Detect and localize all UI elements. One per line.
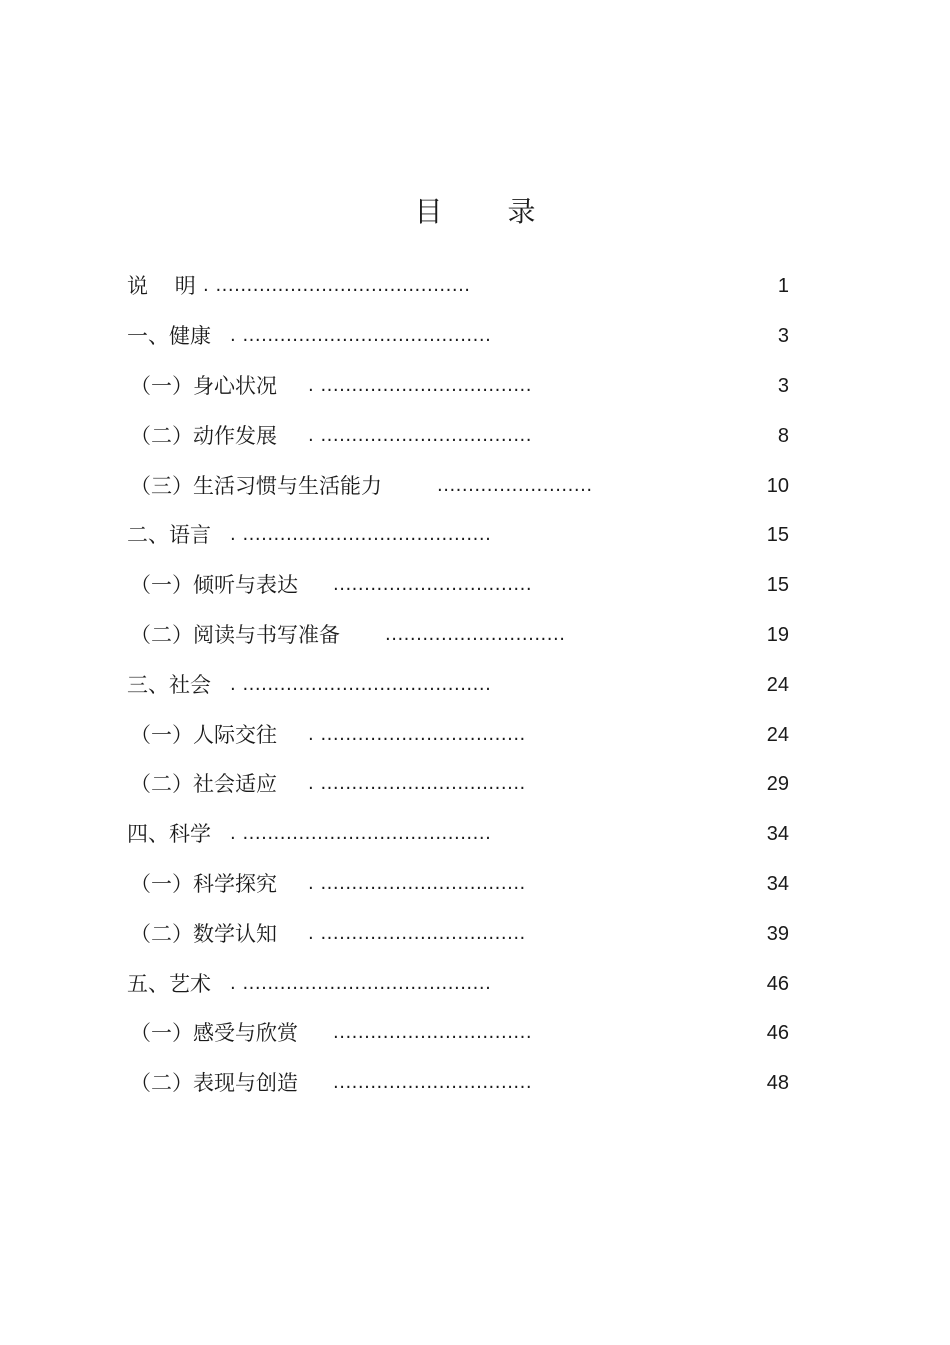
toc-leader: . ........................................ xyxy=(230,823,492,844)
toc-entry-language[interactable] xyxy=(0,515,950,555)
toc-label: 五、艺术 xyxy=(127,972,211,996)
toc-page-number: 29 xyxy=(766,773,789,795)
toc-entry-health-1[interactable] xyxy=(0,366,950,406)
toc-leader: ................................ xyxy=(333,1022,533,1043)
toc-leader: . .................................. xyxy=(308,375,532,396)
toc-leader: . ......................................... xyxy=(203,275,471,296)
toc-entry-art-1[interactable] xyxy=(0,1013,950,1053)
toc-leader: . ................................. xyxy=(308,923,526,944)
toc-entry-science[interactable] xyxy=(0,814,950,854)
toc-leader: . ........................................ xyxy=(230,524,492,545)
toc-page-number: 24 xyxy=(766,674,789,696)
toc-entry-language-2[interactable] xyxy=(0,615,950,655)
toc-leader: . .................................. xyxy=(308,425,532,446)
toc-label: （一）人际交往 xyxy=(130,723,277,747)
toc-label: （二）数学认知 xyxy=(130,922,277,946)
toc-label: 一、健康 xyxy=(127,324,211,348)
toc-page-number: 48 xyxy=(766,1072,789,1094)
toc-page-number: 10 xyxy=(766,475,789,497)
toc-entry-society-2[interactable] xyxy=(0,764,950,804)
toc-label: 说 明 xyxy=(127,274,196,298)
toc-page-number: 19 xyxy=(766,624,789,646)
toc-leader: . ................................. xyxy=(308,724,526,745)
toc-leader: ................................ xyxy=(333,574,533,595)
toc-entry-health-2[interactable] xyxy=(0,416,950,456)
toc-entry-science-2[interactable] xyxy=(0,914,950,954)
toc-entry-health-3[interactable] xyxy=(0,466,950,506)
toc-leader: . ........................................ xyxy=(230,973,492,994)
toc-leader: . ........................................ xyxy=(230,325,492,346)
toc-label: 三、社会 xyxy=(127,673,211,697)
toc-label: 四、科学 xyxy=(127,822,211,846)
toc-leader: . ................................. xyxy=(308,873,526,894)
toc-entry-art[interactable] xyxy=(0,964,950,1004)
toc-page-number: 3 xyxy=(777,375,789,397)
toc-page-number: 46 xyxy=(766,973,789,995)
toc-entry-society-1[interactable] xyxy=(0,715,950,755)
toc-page-number: 34 xyxy=(766,873,789,895)
toc-page-number: 24 xyxy=(766,724,789,746)
toc-leader: ......................... xyxy=(437,475,593,496)
toc-leader: . ........................................ xyxy=(230,674,492,695)
toc-leader: . ................................. xyxy=(308,773,526,794)
toc-page-number: 15 xyxy=(766,524,789,546)
toc-page-number: 8 xyxy=(777,425,789,447)
toc-label: （三）生活习惯与生活能力 xyxy=(130,474,382,498)
toc-label: （二）社会适应 xyxy=(130,772,277,796)
toc-label: 二、语言 xyxy=(127,523,211,547)
toc-entry-science-1[interactable] xyxy=(0,864,950,904)
toc-label: （一）科学探究 xyxy=(130,872,277,896)
toc-label: （二）动作发展 xyxy=(130,424,277,448)
toc-page-number: 34 xyxy=(766,823,789,845)
toc-leader: ................................ xyxy=(333,1072,533,1093)
toc-label: （二）阅读与书写准备 xyxy=(130,623,340,647)
toc-entry-health[interactable] xyxy=(0,316,950,356)
toc-page-number: 39 xyxy=(766,923,789,945)
toc-label: （一）倾听与表达 xyxy=(130,573,298,597)
page-title: 目 录 xyxy=(414,195,564,228)
toc-label: （二）表现与创造 xyxy=(130,1071,298,1095)
toc-page-number: 3 xyxy=(777,325,789,347)
toc-entry-intro[interactable] xyxy=(0,266,950,306)
toc-label: （一）身心状况 xyxy=(130,374,277,398)
toc-entry-society[interactable] xyxy=(0,665,950,705)
toc-label: （一）感受与欣赏 xyxy=(130,1021,298,1045)
toc-entry-language-1[interactable] xyxy=(0,565,950,605)
toc-entry-art-2[interactable] xyxy=(0,1063,950,1103)
toc-page-number: 1 xyxy=(777,275,789,297)
toc-page-number: 46 xyxy=(766,1022,789,1044)
toc-leader: ............................. xyxy=(385,624,566,645)
toc-page-number: 15 xyxy=(766,574,789,596)
